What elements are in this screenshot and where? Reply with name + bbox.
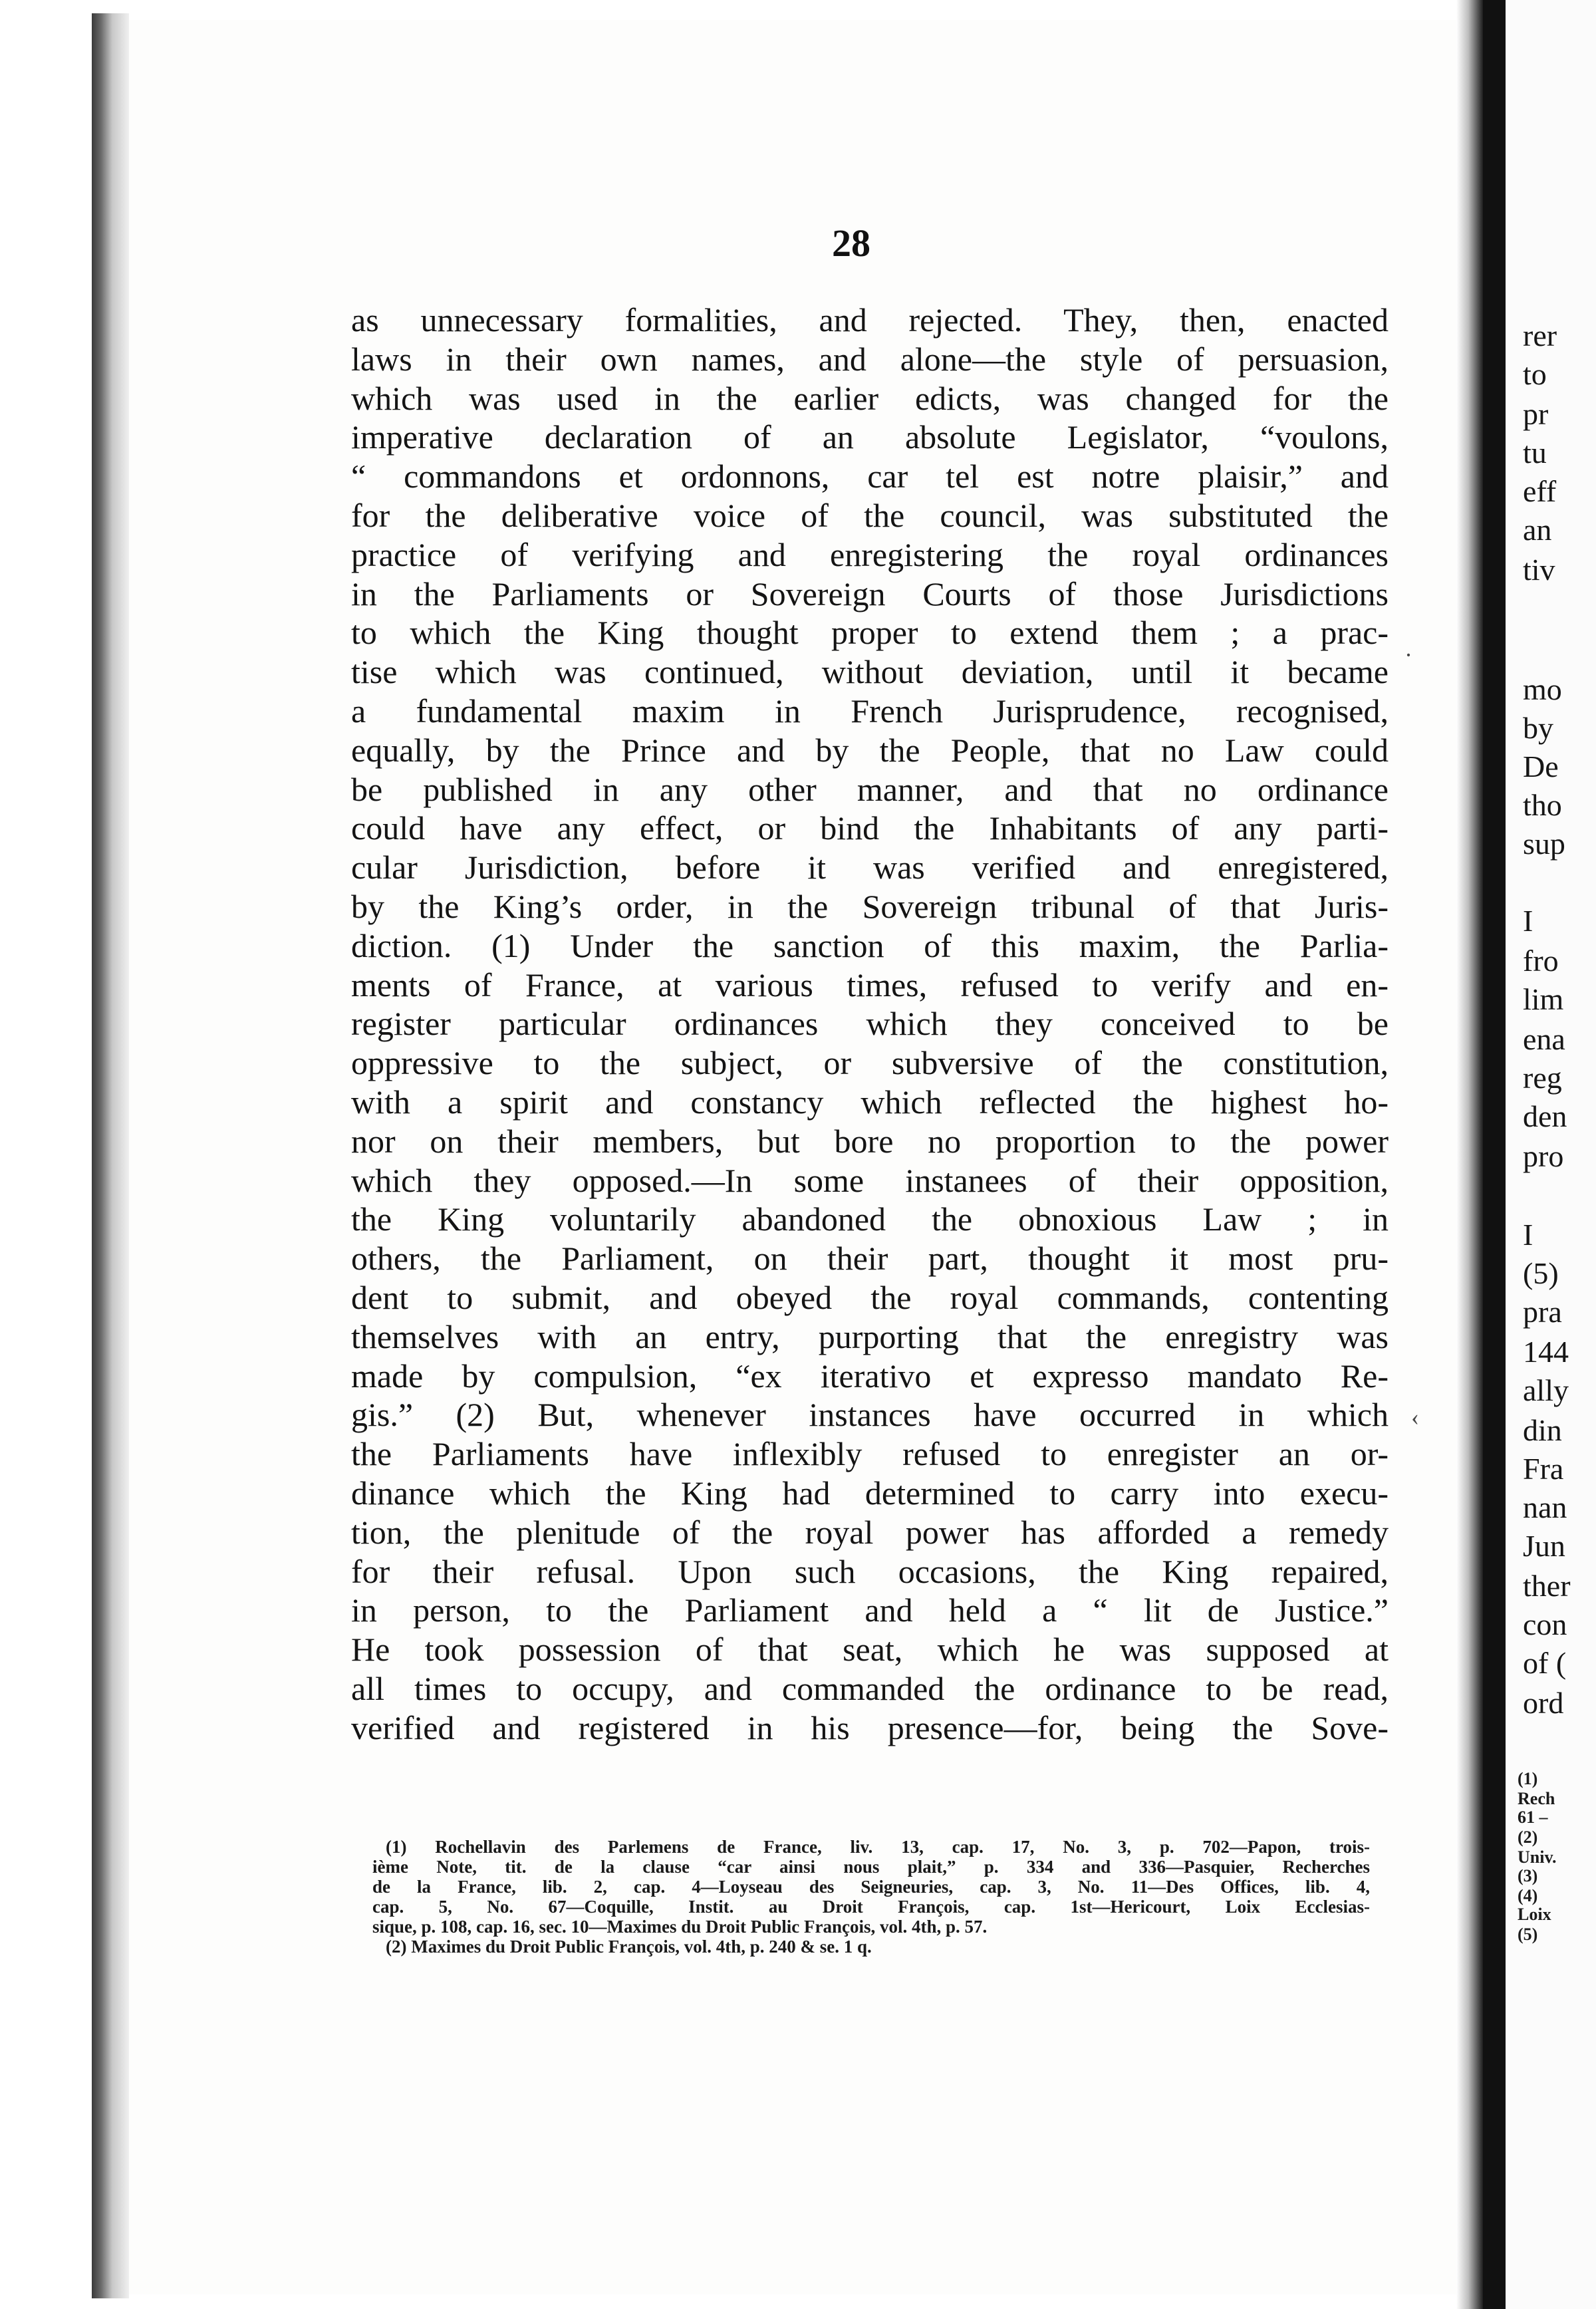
book-spine-edge [92,13,129,2298]
text-line: which they opposed.—In some instanees of their opposition, [351,1161,1389,1199]
page-fold-shadow [1456,0,1483,2309]
footnote-line: cap. 5, No. 67—Coquille, Instit. au Droit François, cap. 1st—Hericourt, Loix Ecclesias- [372,1897,1370,1917]
text-line: practice of verifying and enregistering the royal ordinances [351,535,1389,573]
text-line: ments of France, at various times, refused to verify and en- [351,966,1389,1004]
footnote-line: sique, p. 108, cap. 16, sec. 10—Maximes du Droit Public François, vol. 4th, p. 57. [372,1917,988,1937]
adjacent-page-line: Fra [1523,1452,1564,1486]
text-line: equally, by the Prince and by the People, that no Law could [351,731,1389,769]
text-line: tion, the plenitude of the royal power has afforded a remedy [351,1513,1389,1551]
text-line: the King voluntarily abandoned the obnoxious Law ; in [351,1200,1389,1238]
adjacent-page-line: ally [1523,1373,1569,1407]
adjacent-page-footnote: (3) [1518,1866,1538,1885]
adjacent-page-footnote: 61 – [1518,1808,1548,1827]
adjacent-page-line: sup [1523,827,1565,861]
text-line: made by compulsion, “ex iterativo et expresso mandato Re- [351,1357,1389,1395]
book-gutter [1483,0,1506,2309]
adjacent-page-line: eff [1523,474,1557,508]
adjacent-page-footnote: (2) [1518,1828,1538,1847]
adjacent-page-line: tho [1523,788,1562,822]
adjacent-page-line: of ( [1523,1646,1567,1680]
adjacent-page-footnote: (5) [1518,1925,1538,1944]
adjacent-page-line: nan [1523,1490,1567,1524]
text-line: cular Jurisdiction, before it was verified and enregistered, [351,849,1389,886]
text-line: nor on their members, but bore no proportion to the power [351,1122,1389,1160]
text-line: oppressive to the subject, or subversive of the constitution, [351,1044,1389,1082]
adjacent-page-line: ord [1523,1686,1564,1720]
adjacent-page-line: 144 [1523,1335,1569,1369]
adjacent-page-line: pra [1523,1295,1562,1329]
text-line: by the King’s order, in the Sovereign tribunal of that Juris- [351,887,1389,925]
text-line: with a spirit and constancy which reflected the highest ho- [351,1083,1389,1121]
adjacent-page-line: fro [1523,944,1559,978]
adjacent-page-line: tiv [1523,553,1555,587]
adjacent-page-footnote: Rech [1518,1789,1555,1808]
text-line: register particular ordinances which they conceived to be [351,1005,1389,1043]
text-line: He took possession of that seat, which he was supposed at [351,1631,1389,1669]
footnote-line: ième Note, tit. de la clause “car ainsi nous plait,” p. 334 and 336—Pasquier, Recherches [372,1857,1370,1877]
adjacent-page-line: I [1523,904,1533,938]
adjacent-page-line: (5) [1523,1256,1559,1290]
adjacent-page-line: by [1523,711,1553,745]
adjacent-page-line: din [1523,1413,1562,1447]
footnote-line: (2) Maximes du Droit Public François, vol. 4th, p. 240 & se. 1 q. [386,1937,872,1957]
text-line: gis.” (2) But, whenever instances have occurred in which [351,1396,1389,1434]
adjacent-page-line: to [1523,357,1547,391]
adjacent-page-line: con [1523,1607,1567,1641]
margin-mark: · [1404,642,1412,668]
text-line: a fundamental maxim in French Jurisprudence, recognised, [351,692,1389,730]
text-line: which was used in the earlier edicts, was changed for the [351,379,1389,417]
text-line: could have any effect, or bind the Inhabitants of any parti- [351,809,1389,847]
text-line: in the Parliaments or Sovereign Courts of those Jurisdictions [351,575,1389,612]
adjacent-page-line: rer [1523,319,1557,352]
adjacent-page-footnote: Loix [1518,1905,1551,1924]
text-line: laws in their own names, and alone—the style of persuasion, [351,340,1389,378]
text-line: dent to submit, and obeyed the royal commands, contenting [351,1278,1389,1316]
text-line: as unnecessary formalities, and rejected. They, then, enacted [351,301,1389,339]
adjacent-page-line: ena [1523,1022,1565,1056]
adjacent-page-line: De [1523,749,1559,783]
text-line: tise which was continued, without deviation, until it became [351,653,1389,691]
text-line: be published in any other manner, and that no ordinance [351,770,1389,808]
text-line: imperative declaration of an absolute Legislator, “voulons, [351,418,1389,456]
footnotes [372,1837,1370,1957]
text-line: others, the Parliament, on their part, thought it most pru- [351,1240,1389,1278]
footnote-line: (1) Rochellavin des Parlemens de France, liv. 13, cap. 17, No. 3, p. 702—Papon, trois- [386,1837,1370,1857]
margin-mark: ‹ [1411,1404,1419,1430]
text-line: verified and registered in his presence—for, being the Sove- [351,1708,1389,1746]
adjacent-page-line: ther [1523,1569,1571,1603]
adjacent-page-line: pr [1523,397,1549,431]
text-line: the Parliaments have inflexibly refused to enregister an or- [351,1435,1389,1473]
adjacent-page-line: den [1523,1099,1567,1133]
adjacent-page-line: mo [1523,672,1562,706]
page-number: 28 [832,221,870,265]
adjacent-page-line: an [1523,513,1552,547]
adjacent-page-line: I [1523,1218,1533,1252]
text-line: “ commandons et ordonnons, car tel est notre plaisir,” and [351,458,1389,495]
footnote-line: de la France, lib. 2, cap. 4—Loyseau des Seigneuries, cap. 3, No. 11—Des Offices, lib. 4, [372,1877,1370,1897]
text-line: themselves with an entry, purporting that the enregistry was [351,1317,1389,1355]
adjacent-page-footnote: (1) [1518,1769,1538,1788]
body-text [351,301,1389,1747]
adjacent-page-line: Jun [1523,1529,1565,1563]
adjacent-page-line: lim [1523,982,1564,1016]
text-line: diction. (1) Under the sanction of this maxim, the Parlia- [351,926,1389,964]
text-line: all times to occupy, and commanded the ordinance to be read, [351,1669,1389,1707]
adjacent-page-line: reg [1523,1061,1562,1095]
adjacent-page-footnote: Univ. [1518,1847,1557,1867]
text-line: to which the King thought proper to extend them ; a prac- [351,614,1389,652]
adjacent-page-line: pro [1523,1139,1564,1173]
adjacent-page-line: tu [1523,436,1547,470]
adjacent-page-footnote: (4) [1518,1886,1538,1905]
text-line: dinance which the King had determined to carry into execu- [351,1474,1389,1512]
text-line: for their refusal. Upon such occasions, the King repaired, [351,1552,1389,1590]
text-line: in person, to the Parliament and held a “ lit de Justice.” [351,1591,1389,1629]
text-line: for the deliberative voice of the council, was substituted the [351,496,1389,534]
